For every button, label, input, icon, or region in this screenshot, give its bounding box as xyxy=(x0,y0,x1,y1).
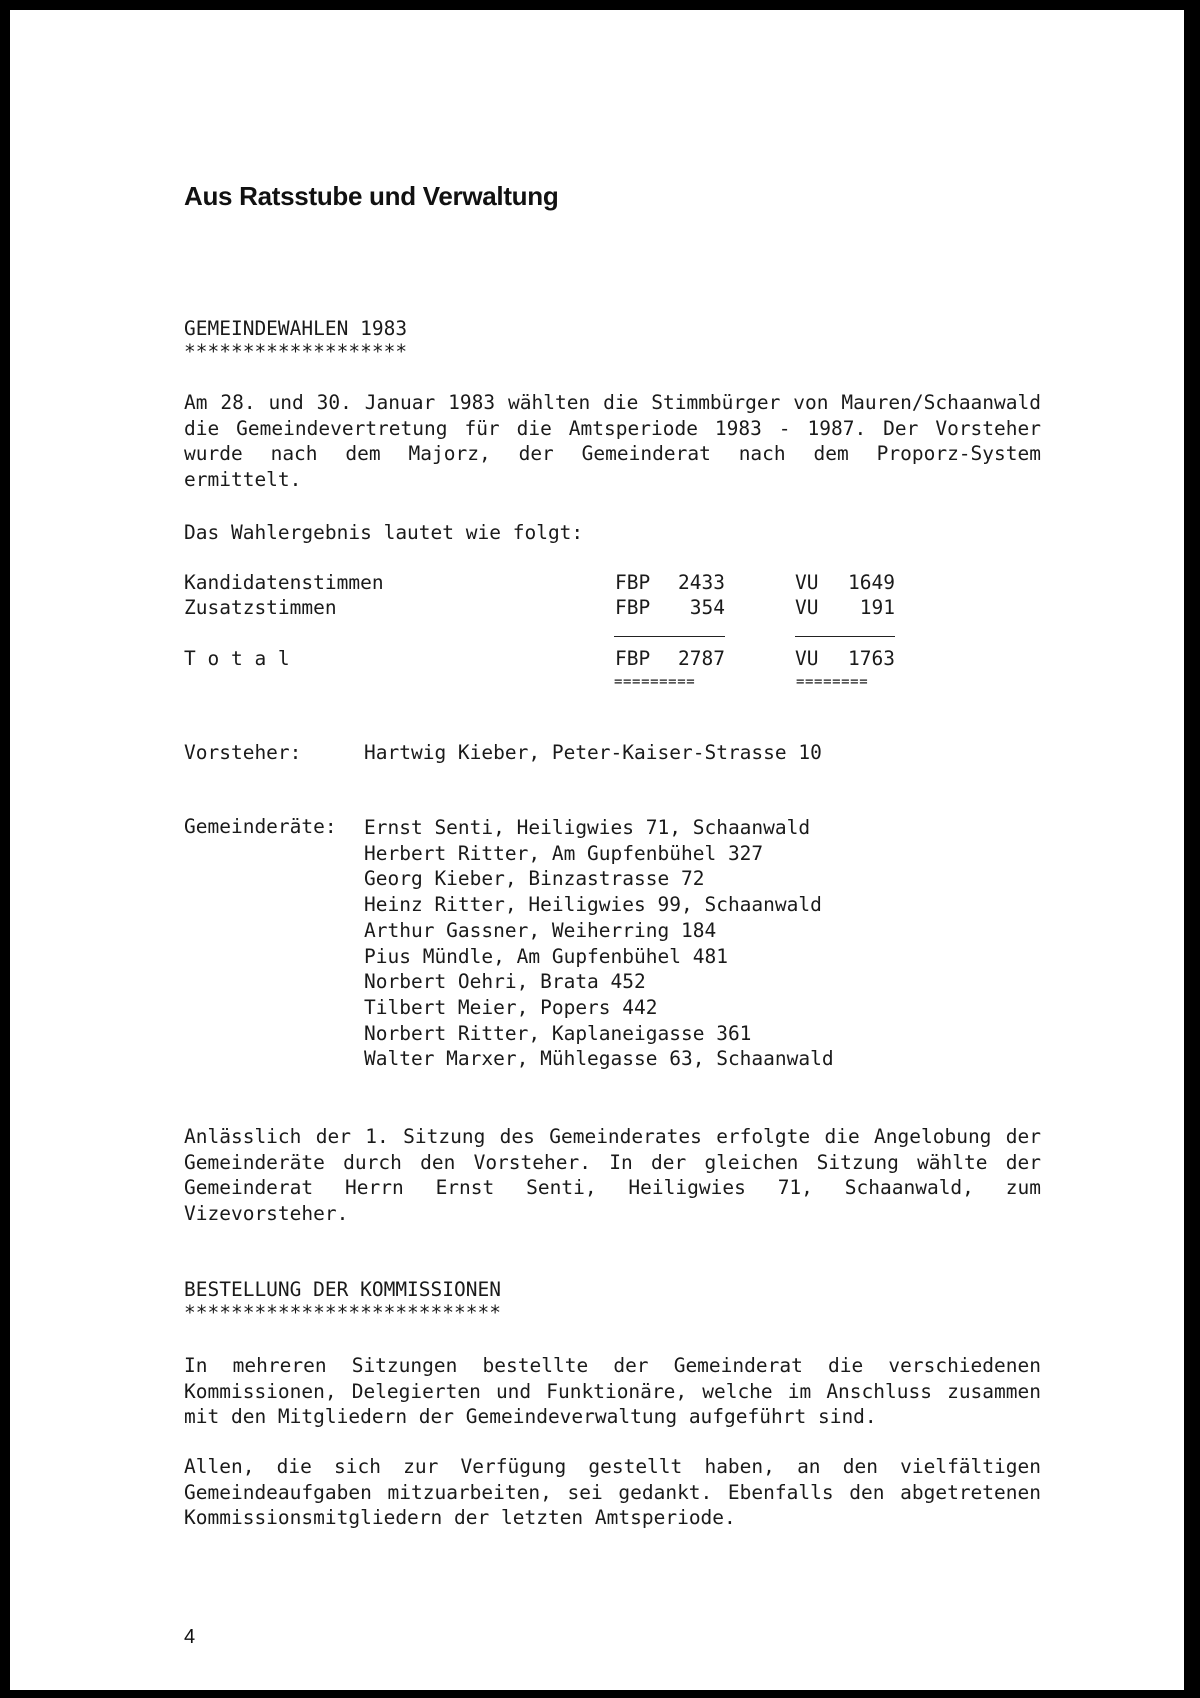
list-item: Tilbert Meier, Popers 442 xyxy=(364,995,658,1019)
section-title-underline: *************************** xyxy=(184,1301,501,1324)
row-party: VU xyxy=(795,571,819,594)
list-item: Walter Marxer, Mühlegasse 63, Schaanwald xyxy=(364,1047,834,1071)
row-party: FBP xyxy=(615,571,651,594)
double-rule-fbp: ========= xyxy=(614,674,696,690)
list-item: Georg Kieber, Binzastrasse 72 xyxy=(364,867,705,891)
total-value: 1763 xyxy=(848,647,895,670)
document-page xyxy=(10,10,1184,1690)
list-item: Heinz Ritter, Heiligwies 99, Schaanwald xyxy=(364,893,822,917)
vorsteher-label: Vorsteher: xyxy=(184,741,302,764)
list-item: Herbert Ritter, Am Gupfenbühel 327 xyxy=(364,841,764,865)
gemeinderaete-list xyxy=(364,815,834,1072)
gemeinderaete-label: Gemeinderäte: xyxy=(184,815,337,838)
row-value: 2433 xyxy=(678,571,725,594)
intro-paragraph: Am 28. und 30. Januar 1983 wählten die Stimmbürger von Mauren/Schaanwald die Gemeindevertretung für die Amtsperiode 1983 - 1987. Der Vorsteher wurde nach dem Majorz, der Gemeinderat nach dem Proporz-System ermittelt. xyxy=(184,391,1041,491)
row-label: Kandidatenstimmen xyxy=(184,571,384,594)
row-value: 354 xyxy=(689,596,725,619)
page-heading: Aus Ratsstube und Verwaltung xyxy=(184,181,559,211)
sum-rule-vu xyxy=(795,636,895,637)
total-party: VU xyxy=(795,647,819,670)
row-party: VU xyxy=(795,596,819,619)
row-party: FBP xyxy=(615,596,651,619)
list-item: Arthur Gassner, Weiherring 184 xyxy=(364,918,717,942)
total-party: FBP xyxy=(615,647,651,670)
total-value: 2787 xyxy=(678,647,725,670)
row-value: 191 xyxy=(859,596,895,619)
angelobung-paragraph: Anlässlich der 1. Sitzung des Gemeinderates erfolgte die Angelobung der Gemeinderäte durch den Vorsteher. In der gleichen Sitzung wählte der Gemeinderat Herrn Ernst Senti, Heiligwies 71, Schaanwald, zum Vizevorsteher. xyxy=(184,1125,1041,1225)
kommissionen-paragraph: In mehreren Sitzungen bestellte der Gemeinderat die verschiedenen Kommissionen, Delegierten und Funktionäre, welche im Anschluss zusammen mit den Mitgliedern der Gemeindeverwaltung aufgeführt sind. xyxy=(184,1354,1041,1428)
sum-rule-fbp xyxy=(614,636,725,637)
result-intro: Das Wahlergebnis lautet wie folgt: xyxy=(184,521,584,544)
section-title-underline: ******************* xyxy=(184,340,408,363)
section-title-gemeindewahlen: GEMEINDEWAHLEN 1983 xyxy=(184,317,408,340)
list-item: Norbert Ritter, Kaplaneigasse 361 xyxy=(364,1021,752,1045)
total-label: T o t a l xyxy=(184,647,290,670)
vorsteher-name: Hartwig Kieber, Peter-Kaiser-Strasse 10 xyxy=(364,741,822,764)
double-rule-vu: ======== xyxy=(796,674,869,690)
list-item: Pius Mündle, Am Gupfenbühel 481 xyxy=(364,944,728,968)
page-number: 4 xyxy=(184,1626,196,1648)
list-item: Ernst Senti, Heiligwies 71, Schaanwald xyxy=(364,816,811,839)
row-label: Zusatzstimmen xyxy=(184,596,337,619)
dank-paragraph: Allen, die sich zur Verfügung gestellt haben, an den vielfältigen Gemeindeaufgaben mitzuarbeiten, sei gedankt. Ebenfalls den abgetretenen Kommissionsmitgliedern der letzten Amtsperiode. xyxy=(184,1455,1041,1529)
section-title-kommissionen: BESTELLUNG DER KOMMISSIONEN xyxy=(184,1278,501,1301)
row-value: 1649 xyxy=(848,571,895,594)
list-item: Norbert Oehri, Brata 452 xyxy=(364,970,646,994)
